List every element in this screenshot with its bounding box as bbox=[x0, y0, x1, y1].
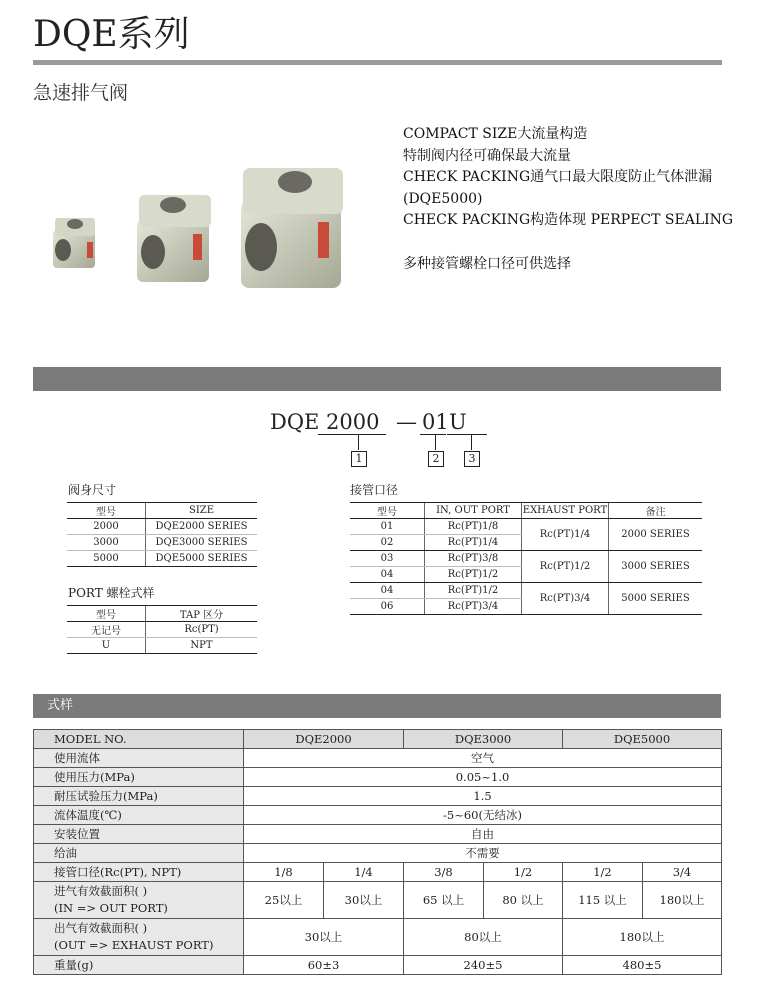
size-table bbox=[67, 502, 257, 567]
cell: 3000 SERIES bbox=[609, 551, 703, 583]
spec-label-line: (IN => OUT PORT) bbox=[54, 901, 168, 915]
product-image bbox=[33, 150, 363, 300]
conn-col-exhaust: EXHAUST PORT bbox=[522, 503, 609, 519]
feature-list bbox=[403, 124, 733, 275]
table-row bbox=[350, 551, 702, 567]
port-col-tap: TAP 区分 bbox=[146, 606, 258, 622]
conn-col-model: 型号 bbox=[350, 503, 425, 519]
feature-item: CHECK PACKING通气口最大限度防止气体泄漏 bbox=[403, 169, 713, 185]
code-marker-1: 1 bbox=[351, 451, 367, 467]
cell: 3000 bbox=[67, 535, 146, 551]
cell: 06 bbox=[350, 599, 425, 615]
cell: Rc(PT)1/2 bbox=[425, 583, 522, 599]
cell: Rc(PT)1/4 bbox=[522, 519, 609, 551]
valve-large bbox=[241, 168, 343, 288]
spec-value: 80以上 bbox=[404, 919, 563, 956]
size-col-model: 型号 bbox=[67, 503, 146, 519]
spec-label: 安装位置 bbox=[34, 825, 244, 844]
cell: 01 bbox=[350, 519, 425, 535]
spec-value: 3/8 bbox=[404, 863, 484, 882]
table-row bbox=[67, 622, 257, 638]
spec-label: 使用流体 bbox=[34, 749, 244, 768]
cell: 2000 SERIES bbox=[609, 519, 703, 551]
spec-label: 使用压力(MPa) bbox=[34, 768, 244, 787]
table-row bbox=[34, 730, 722, 749]
spec-label-line: 进气有效截面积( ) bbox=[54, 884, 148, 898]
cell: Rc(PT)3/8 bbox=[425, 551, 522, 567]
spec-value: 180以上 bbox=[563, 919, 722, 956]
feature-item: (DQE5000) bbox=[403, 190, 483, 207]
model-code-part1: DQE 2000 bbox=[270, 410, 380, 434]
spec-value: 480±5 bbox=[563, 956, 722, 975]
cell: DQE3000 SERIES bbox=[146, 535, 258, 551]
table-row bbox=[34, 882, 722, 919]
code-marker-2: 2 bbox=[428, 451, 444, 467]
spec-section-bar: 式样 bbox=[33, 694, 721, 718]
cell: Rc(PT)3/4 bbox=[522, 583, 609, 615]
table-row bbox=[34, 863, 722, 882]
spec-value: 不需要 bbox=[244, 844, 722, 863]
model-col: DQE5000 bbox=[563, 730, 722, 749]
conn-table-caption: 接管口径 bbox=[350, 483, 399, 497]
spec-value: 60±3 bbox=[244, 956, 404, 975]
model-code-dash: — bbox=[396, 410, 417, 434]
spec-value: 240±5 bbox=[404, 956, 563, 975]
cell: 02 bbox=[350, 535, 425, 551]
model-code-part3: U bbox=[449, 410, 467, 434]
spec-label: MODEL NO. bbox=[34, 730, 244, 749]
spec-label-line: (OUT => EXHAUST PORT) bbox=[54, 938, 214, 952]
table-row bbox=[350, 583, 702, 599]
page-title: DQE系列 bbox=[33, 14, 190, 55]
cell: Rc(PT)1/2 bbox=[425, 567, 522, 583]
port-table bbox=[67, 605, 257, 654]
table-row bbox=[350, 519, 702, 535]
spec-label: 重量(g) bbox=[34, 956, 244, 975]
cell: Rc(PT)1/8 bbox=[425, 519, 522, 535]
model-col: DQE3000 bbox=[404, 730, 563, 749]
spec-value: 1/2 bbox=[484, 863, 563, 882]
port-table-caption: PORT 螺栓式样 bbox=[68, 586, 155, 600]
table-row bbox=[34, 806, 722, 825]
model-code-part2: 01 bbox=[422, 410, 449, 434]
spec-label bbox=[34, 882, 244, 919]
spec-label bbox=[34, 919, 244, 956]
spec-value: 0.05~1.0 bbox=[244, 768, 722, 787]
size-table-caption: 阀身尺寸 bbox=[68, 483, 117, 497]
cell: DQE5000 SERIES bbox=[146, 551, 258, 567]
cell: 无记号 bbox=[67, 622, 146, 638]
spec-label-line: 出气有效截面积( ) bbox=[54, 921, 148, 935]
port-col-model: 型号 bbox=[67, 606, 146, 622]
spec-value: 1/4 bbox=[324, 863, 404, 882]
cell: 5000 SERIES bbox=[609, 583, 703, 615]
table-row bbox=[67, 535, 257, 551]
cell: Rc(PT)3/4 bbox=[425, 599, 522, 615]
spec-value: 自由 bbox=[244, 825, 722, 844]
table-row bbox=[34, 956, 722, 975]
title-rule bbox=[33, 60, 722, 65]
spec-label: 流体温度(℃) bbox=[34, 806, 244, 825]
spec-table bbox=[33, 729, 722, 975]
cell: Rc(PT)1/2 bbox=[522, 551, 609, 583]
page-subtitle: 急速排气阀 bbox=[33, 82, 129, 104]
model-col: DQE2000 bbox=[244, 730, 404, 749]
spec-value: 1/8 bbox=[244, 863, 324, 882]
conn-col-note: 备注 bbox=[609, 503, 703, 519]
spec-value: 3/4 bbox=[643, 863, 722, 882]
spec-value: 1/2 bbox=[563, 863, 643, 882]
cell: 04 bbox=[350, 567, 425, 583]
table-row bbox=[34, 749, 722, 768]
spec-label: 接管口径(Rc(PT), NPT) bbox=[34, 863, 244, 882]
feature-item: 多种接管螺栓口径可供选择 bbox=[403, 255, 571, 272]
code-marker-3: 3 bbox=[464, 451, 480, 467]
feature-item: COMPACT SIZE大流量构造 bbox=[403, 126, 588, 142]
spec-label: 耐压试验压力(MPa) bbox=[34, 787, 244, 806]
table-row bbox=[34, 825, 722, 844]
table-row bbox=[34, 919, 722, 956]
spec-value: 1.5 bbox=[244, 787, 722, 806]
conn-col-inout: IN, OUT PORT bbox=[425, 503, 522, 519]
spec-value: 115 以上 bbox=[563, 882, 643, 919]
size-col-size: SIZE bbox=[146, 503, 258, 519]
cell: NPT bbox=[146, 638, 258, 654]
valve-medium bbox=[137, 195, 211, 282]
spec-value: 25以上 bbox=[244, 882, 324, 919]
cell: U bbox=[67, 638, 146, 654]
spec-value: 空气 bbox=[244, 749, 722, 768]
spec-value: -5~60(无结冰) bbox=[244, 806, 722, 825]
feature-item: 特制阀内径可确保最大流量 bbox=[403, 147, 571, 164]
cell: Rc(PT)1/4 bbox=[425, 535, 522, 551]
table-row bbox=[67, 638, 257, 654]
ordering-section-bar bbox=[33, 367, 721, 391]
spec-value: 65 以上 bbox=[404, 882, 484, 919]
spec-value: 30以上 bbox=[244, 919, 404, 956]
table-row bbox=[67, 519, 257, 535]
table-row bbox=[34, 787, 722, 806]
valve-small bbox=[53, 218, 95, 268]
cell: 04 bbox=[350, 583, 425, 599]
cell: DQE2000 SERIES bbox=[146, 519, 258, 535]
spec-value: 80 以上 bbox=[484, 882, 563, 919]
cell: 2000 bbox=[67, 519, 146, 535]
table-row bbox=[34, 768, 722, 787]
spec-value: 180以上 bbox=[643, 882, 722, 919]
cell: 5000 bbox=[67, 551, 146, 567]
table-row bbox=[34, 844, 722, 863]
feature-item: CHECK PACKING构造体现 PERPECT SEALING bbox=[403, 212, 734, 228]
cell: Rc(PT) bbox=[146, 622, 258, 638]
spec-value: 30以上 bbox=[324, 882, 404, 919]
spec-label: 给油 bbox=[34, 844, 244, 863]
conn-table bbox=[350, 502, 702, 615]
cell: 03 bbox=[350, 551, 425, 567]
table-row bbox=[67, 551, 257, 567]
